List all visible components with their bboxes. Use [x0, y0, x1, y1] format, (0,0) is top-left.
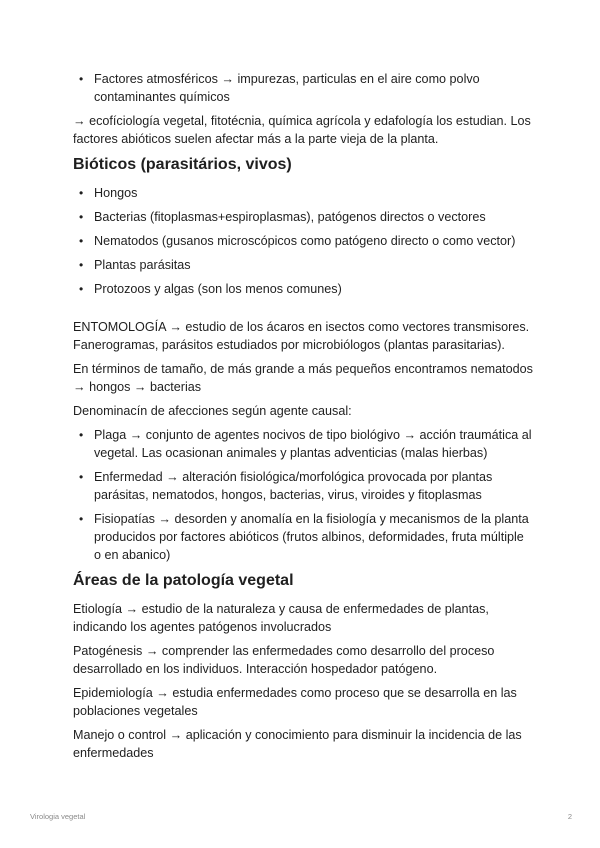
bullet-icon: •: [79, 512, 84, 526]
bullet-icon: •: [79, 282, 84, 296]
list-item-text: Enfermedad → alteración fisiológica/morfológica provocada por plantas parásitas, nematodos, hongos, bacterias, virus, viroides y fitoplasmas: [94, 470, 493, 502]
list-item: [73, 468, 533, 504]
list-item: [73, 70, 533, 106]
list-item-text: Protozoos y algas (son los menos comunes): [94, 282, 342, 296]
etiologia-paragraph: Etiología → estudio de la naturaleza y causa de enfermedades de plantas, indicando los agentes patógenos involucrados: [73, 602, 489, 634]
bullet-icon: •: [79, 186, 84, 200]
manejo-paragraph: Manejo o control → aplicación y conocimiento para disminuir la incidencia de las enfermedades: [73, 728, 522, 760]
bullet-icon: •: [79, 72, 84, 86]
list-item-text: Hongos: [94, 186, 138, 200]
list-item: [73, 232, 533, 250]
list-item: [73, 426, 533, 462]
entomologia-paragraph: ENTOMOLOGÍA → estudio de los ácaros en isectos como vectores transmisores. Fanerogramas, parásitos estudiados por microbiólogos (plantas parasitarias).: [73, 320, 530, 352]
bullet-icon: •: [79, 428, 84, 442]
list-item-text: Fisiopatías → desorden y anomalía en la fisiología y mecanismos de la planta producidos por factores abióticos (frutos albinos, deformidades, fruta múltiple o en abanico): [94, 512, 529, 562]
patogenesis-paragraph: Patogénesis → comprender las enfermedades como desarrollo del proceso desarrollado en los individuos. Interacción hospedador patógeno.: [73, 644, 495, 676]
areas-heading: Áreas de la patología vegetal: [73, 572, 294, 589]
bullet-icon: •: [79, 234, 84, 248]
list-item: [73, 208, 533, 226]
list-item-text: Plaga → conjunto de agentes nocivos de tipo biológivo → acción traumática al vegetal. Las ocasionan animales y plantas adventicias (malas hierbas): [94, 428, 532, 460]
bullet-icon: •: [79, 210, 84, 224]
list-item: [73, 256, 533, 274]
afecciones-list: [73, 426, 533, 564]
list-item: [73, 510, 533, 564]
abiotic-note: → ecofíciología vegetal, fitotécnia, química agrícola y edafología los estudian. Los factores abióticos suelen afectar más a la parte vieja de la planta.: [73, 114, 531, 146]
size-paragraph: En términos de tamaño, de más grande a más pequeños encontramos nematodos → hongos → bacterias: [73, 362, 533, 394]
list-item: [73, 184, 533, 202]
epidemiologia-paragraph: Epidemiología → estudia enfermedades como proceso que se desarrolla en las poblaciones vegetales: [73, 686, 517, 718]
list-item-text: Bacterias (fitoplasmas+espiroplasmas), patógenos directos o vectores: [94, 210, 486, 224]
document-page: [73, 70, 533, 768]
list-item-text: Nematodos (gusanos microscópicos como patógeno directo o como vector): [94, 234, 516, 248]
list-item-text: Factores atmosféricos → impurezas, particulas en el aire como polvo contaminantes químicos: [94, 72, 480, 104]
abiotic-factors-list: [73, 70, 533, 106]
bullet-icon: •: [79, 470, 84, 484]
footer-title: Virologia vegetal: [30, 812, 86, 821]
list-item-text: Plantas parásitas: [94, 258, 191, 272]
bullet-icon: •: [79, 258, 84, 272]
spacer: [73, 304, 533, 318]
list-item: [73, 280, 533, 298]
page-number: 2: [567, 812, 572, 821]
afecciones-intro: Denominacín de afecciones según agente causal:: [73, 404, 352, 418]
bioticos-heading: Bióticos (parasitários, vivos): [73, 156, 292, 173]
bioticos-list: [73, 184, 533, 298]
